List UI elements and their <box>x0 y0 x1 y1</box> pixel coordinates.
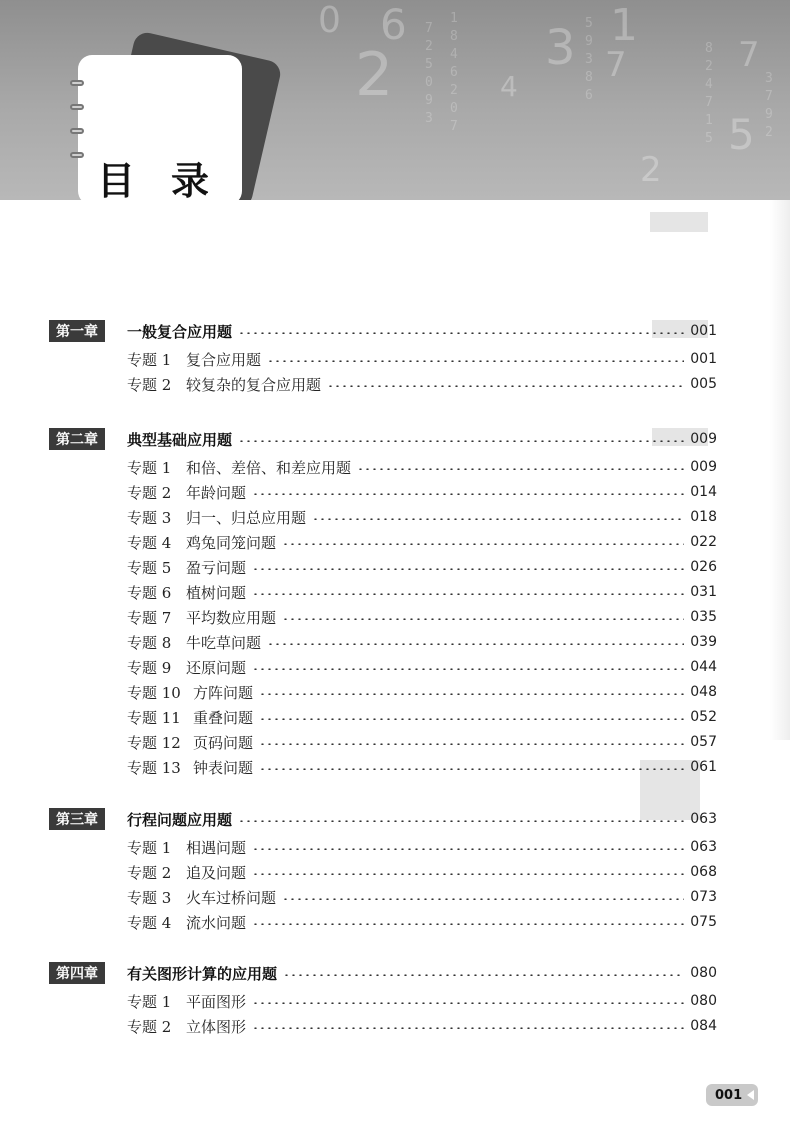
section-label: 专题 3 <box>127 889 172 907</box>
dot-leader <box>259 718 684 720</box>
dot-leader <box>238 820 684 822</box>
section-page-number: 057 <box>690 734 717 750</box>
chapter-page-number: 001 <box>690 323 717 339</box>
dot-leader <box>252 873 684 875</box>
section-label: 专题 2 <box>127 484 172 502</box>
section-row[interactable] <box>0 556 790 578</box>
dot-leader <box>267 643 684 645</box>
section-title: 归一、归总应用题 <box>186 509 307 527</box>
section-row[interactable] <box>0 990 790 1012</box>
decorative-digit-column: 8 2 4 7 1 5 <box>705 41 713 146</box>
section-page-number: 044 <box>690 659 717 675</box>
dot-leader <box>252 568 684 570</box>
section-title: 重叠问题 <box>193 709 254 727</box>
chapter-page-number: 063 <box>690 811 717 827</box>
section-page-number: 052 <box>690 709 717 725</box>
section-label: 专题 13 <box>127 759 181 777</box>
page-title <box>97 150 211 205</box>
dot-leader <box>252 1027 684 1029</box>
section-title: 植树问题 <box>186 584 247 602</box>
section-title: 相遇问题 <box>186 839 247 857</box>
section-row[interactable] <box>0 631 790 653</box>
section-page-number: 080 <box>690 993 717 1009</box>
binder-ring-icon <box>70 80 84 86</box>
dot-leader <box>259 768 684 770</box>
section-title: 页码问题 <box>193 734 254 752</box>
dot-leader <box>312 518 684 520</box>
section-title: 方阵问题 <box>193 684 254 702</box>
dot-leader <box>252 593 684 595</box>
section-title: 较复杂的复合应用题 <box>186 376 322 394</box>
decorative-digits: 4 <box>500 70 518 103</box>
dot-leader <box>267 360 684 362</box>
decorative-digit-column: 3 7 9 2 <box>765 71 773 140</box>
section-title: 年龄问题 <box>186 484 247 502</box>
chapter-tag: 第一章 <box>49 320 105 342</box>
bleed-through-shade <box>650 212 708 232</box>
section-page-number: 063 <box>690 839 717 855</box>
section-label: 专题 9 <box>127 659 172 677</box>
page-number-badge <box>706 1084 758 1106</box>
chapter-row[interactable] <box>0 320 790 342</box>
section-label: 专题 1 <box>127 459 172 477</box>
chapter-row[interactable] <box>0 428 790 450</box>
page-title-char: 目 <box>97 159 138 203</box>
decorative-digits: 2 <box>640 150 662 190</box>
section-row[interactable] <box>0 348 790 370</box>
chapter-tag: 第二章 <box>49 428 105 450</box>
decorative-digit-column: 1 8 4 6 2 0 7 <box>450 11 458 134</box>
dot-leader <box>357 468 684 470</box>
dot-leader <box>252 493 684 495</box>
section-page-number: 022 <box>690 534 717 550</box>
section-title: 立体图形 <box>186 1018 247 1036</box>
section-title: 火车过桥问题 <box>186 889 277 907</box>
decorative-digits: 5 <box>728 110 755 159</box>
decorative-digits: 0 <box>318 0 341 41</box>
section-page-number: 026 <box>690 559 717 575</box>
page-arrow-icon <box>747 1090 754 1100</box>
binder-ring-icon <box>70 128 84 134</box>
section-page-number: 018 <box>690 509 717 525</box>
section-title: 鸡兔同笼问题 <box>186 534 277 552</box>
section-title: 追及问题 <box>186 864 247 882</box>
dot-leader <box>252 923 684 925</box>
section-page-number: 001 <box>690 351 717 367</box>
section-row[interactable] <box>0 1015 790 1037</box>
dot-leader <box>252 1002 684 1004</box>
section-label: 专题 2 <box>127 376 172 394</box>
binder-ring-icon <box>70 152 84 158</box>
decorative-digits: 7 <box>605 45 627 85</box>
section-label: 专题 1 <box>127 993 172 1011</box>
section-title: 复合应用题 <box>186 351 262 369</box>
section-label: 专题 3 <box>127 509 172 527</box>
section-row[interactable] <box>0 756 790 778</box>
chapter-tag: 第四章 <box>49 962 105 984</box>
section-page-number: 073 <box>690 889 717 905</box>
section-label: 专题 10 <box>127 684 181 702</box>
section-page-number: 009 <box>690 459 717 475</box>
section-title: 钟表问题 <box>193 759 254 777</box>
chapter-row[interactable] <box>0 808 790 830</box>
section-row[interactable] <box>0 706 790 728</box>
section-row[interactable] <box>0 731 790 753</box>
section-label: 专题 4 <box>127 914 172 932</box>
section-row[interactable] <box>0 481 790 503</box>
dot-leader <box>282 618 684 620</box>
decorative-digit-column: 5 9 3 8 6 <box>585 16 593 103</box>
section-row[interactable] <box>0 911 790 933</box>
dot-leader <box>238 332 684 334</box>
chapter-row[interactable] <box>0 962 790 984</box>
decorative-digits: 1 <box>610 0 638 51</box>
section-label: 专题 2 <box>127 1018 172 1036</box>
section-row[interactable] <box>0 656 790 678</box>
chapter-title: 行程问题应用题 <box>127 811 233 829</box>
decorative-digits: 2 <box>355 40 394 110</box>
page-number: 001 <box>715 1087 743 1103</box>
chapter-title: 有关图形计算的应用题 <box>127 965 278 983</box>
section-row[interactable] <box>0 886 790 908</box>
decorative-digits: 7 <box>738 35 760 75</box>
section-title: 平均数应用题 <box>186 609 277 627</box>
section-label: 专题 6 <box>127 584 172 602</box>
section-title: 盈亏问题 <box>186 559 247 577</box>
section-title: 和倍、差倍、和差应用题 <box>186 459 352 477</box>
section-page-number: 084 <box>690 1018 717 1034</box>
section-label: 专题 4 <box>127 534 172 552</box>
chapter-title: 典型基础应用题 <box>127 431 233 449</box>
section-row[interactable] <box>0 456 790 478</box>
section-label: 专题 8 <box>127 634 172 652</box>
section-page-number: 075 <box>690 914 717 930</box>
section-page-number: 048 <box>690 684 717 700</box>
dot-leader <box>252 668 684 670</box>
decorative-digits: 6 <box>380 0 407 49</box>
section-row[interactable] <box>0 681 790 703</box>
section-label: 专题 11 <box>127 709 181 727</box>
section-label: 专题 1 <box>127 351 172 369</box>
dot-leader <box>259 693 684 695</box>
dot-leader <box>259 743 684 745</box>
section-title: 牛吃草问题 <box>186 634 262 652</box>
section-label: 专题 1 <box>127 839 172 857</box>
chapter-tag: 第三章 <box>49 808 105 830</box>
section-label: 专题 12 <box>127 734 181 752</box>
dot-leader <box>283 974 684 976</box>
section-row[interactable] <box>0 506 790 528</box>
dot-leader <box>327 385 684 387</box>
section-page-number: 039 <box>690 634 717 650</box>
chapter-title: 一般复合应用题 <box>127 323 233 341</box>
section-label: 专题 7 <box>127 609 172 627</box>
decorative-digits: 3 <box>545 20 576 76</box>
section-row[interactable] <box>0 836 790 858</box>
section-page-number: 005 <box>690 376 717 392</box>
section-title: 平面图形 <box>186 993 247 1011</box>
dot-leader <box>282 543 684 545</box>
section-page-number: 031 <box>690 584 717 600</box>
dot-leader <box>238 440 684 442</box>
section-row[interactable] <box>0 606 790 628</box>
section-page-number: 014 <box>690 484 717 500</box>
section-row[interactable] <box>0 373 790 395</box>
section-title: 还原问题 <box>186 659 247 677</box>
section-page-number: 068 <box>690 864 717 880</box>
section-row[interactable] <box>0 861 790 883</box>
chapter-page-number: 009 <box>690 431 717 447</box>
page-title-char: 录 <box>171 159 212 203</box>
chapter-page-number: 080 <box>690 965 717 981</box>
binder-ring-icon <box>70 104 84 110</box>
section-title: 流水问题 <box>186 914 247 932</box>
section-page-number: 061 <box>690 759 717 775</box>
dot-leader <box>252 848 684 850</box>
section-page-number: 035 <box>690 609 717 625</box>
section-label: 专题 2 <box>127 864 172 882</box>
section-label: 专题 5 <box>127 559 172 577</box>
section-row[interactable] <box>0 581 790 603</box>
section-row[interactable] <box>0 531 790 553</box>
dot-leader <box>282 898 684 900</box>
decorative-digit-column: 7 2 5 0 9 3 <box>425 21 433 126</box>
